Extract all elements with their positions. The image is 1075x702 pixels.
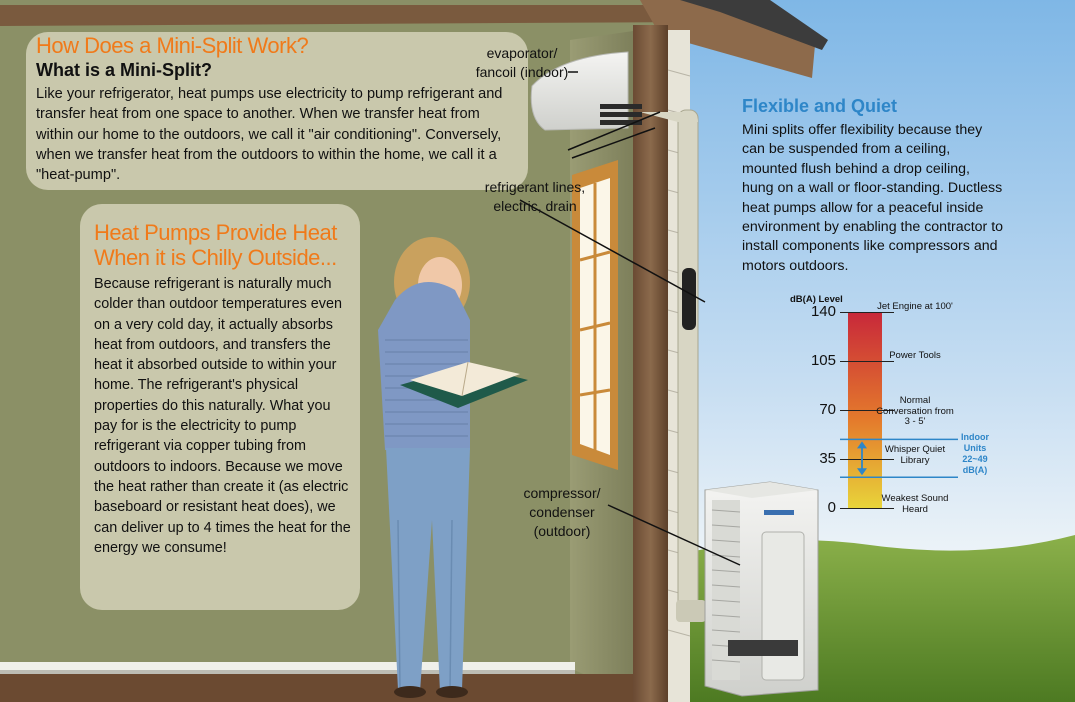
refrigerant-lines-callout-line1: refrigerant lines, bbox=[484, 179, 586, 195]
indoor-range-arrow-down bbox=[857, 468, 867, 475]
section1-heading: How Does a Mini-Split Work? bbox=[36, 33, 309, 58]
section1-subheading: What is a Mini-Split? bbox=[36, 60, 212, 80]
indoor-range-label: Indoor Units 22~49 dB(A) bbox=[961, 432, 989, 475]
section3-title: Flexible and Quiet bbox=[742, 96, 898, 116]
section1-body: Like your refrigerator, heat pumps use electricity to pump refrigerant and transfer heat from one space to another. When we transfer heat from within our home to the outdoors, we call it "air conditioning". Conversely, when we transfer heat from the outdoors to within the home, we call it a "heat-pump". bbox=[36, 86, 503, 184]
section2-heading-line1: Heat Pumps Provide Heat bbox=[94, 220, 337, 245]
evaporator-callout bbox=[462, 44, 582, 82]
decibel-tick-label: Whisper Quiet Library bbox=[884, 444, 946, 466]
decibel-scale-chart bbox=[780, 292, 1000, 532]
decibel-tick-label: Weakest Sound Heard bbox=[881, 493, 949, 515]
decibel-tick-value: 35 bbox=[819, 450, 836, 467]
decibel-tick-value: 105 bbox=[810, 352, 836, 369]
refrigerant-lines-callout-line2: electric, drain bbox=[493, 198, 577, 214]
compressor-callout-line3: (outdoor) bbox=[533, 523, 591, 539]
decibel-tick-label: Normal Conversation from 3 - 5' bbox=[876, 395, 954, 427]
section2-body: Because refrigerant is naturally much colder than outdoor temperatures even on a very cold day, it actually absorbs heat from outdoors, and transfers the heat it absorbed outside to within your home. The refrigerant's physical properties do this naturally. What you pay for is the electricity to pump refrigerant via copper tubing from outdoors to indoors. Because we move the heat rather than create it (as electric baseboard or resistant heat does), we can deliver up to 4 times the heat for the energy we consume! bbox=[94, 276, 351, 556]
refrigerant-lines-callout bbox=[470, 178, 600, 216]
decibel-tick-value: 140 bbox=[810, 303, 836, 320]
decibel-tick-value: 70 bbox=[819, 401, 836, 418]
decibel-tick-value: 0 bbox=[827, 499, 836, 516]
section2-heading-line2: When it is Chilly Outside... bbox=[94, 245, 337, 270]
decibel-axis-title: dB(A) Level bbox=[790, 294, 843, 305]
compressor-callout bbox=[514, 484, 610, 541]
indoor-range-arrow-up bbox=[857, 441, 867, 448]
evaporator-callout-line1: evaporator/ bbox=[486, 45, 558, 61]
indoor-range-marker bbox=[840, 292, 980, 532]
section3-body: Mini splits offer flexibility because they can be suspended from a ceiling, mounted flush behind a drop ceiling, hung on a wall or floor-standing. Ductless heat pumps allow for a peaceful inside environment by enabling the contractor to install components like compressors and motors outdoors. bbox=[742, 122, 1004, 274]
compressor-callout-line2: condenser bbox=[529, 504, 595, 520]
decibel-tick-label: Power Tools bbox=[889, 350, 941, 361]
evaporator-callout-line2: fancoil (indoor) bbox=[475, 64, 569, 80]
decibel-tick-label: Jet Engine at 100' bbox=[877, 301, 953, 312]
compressor-callout-line1: compressor/ bbox=[523, 485, 601, 501]
